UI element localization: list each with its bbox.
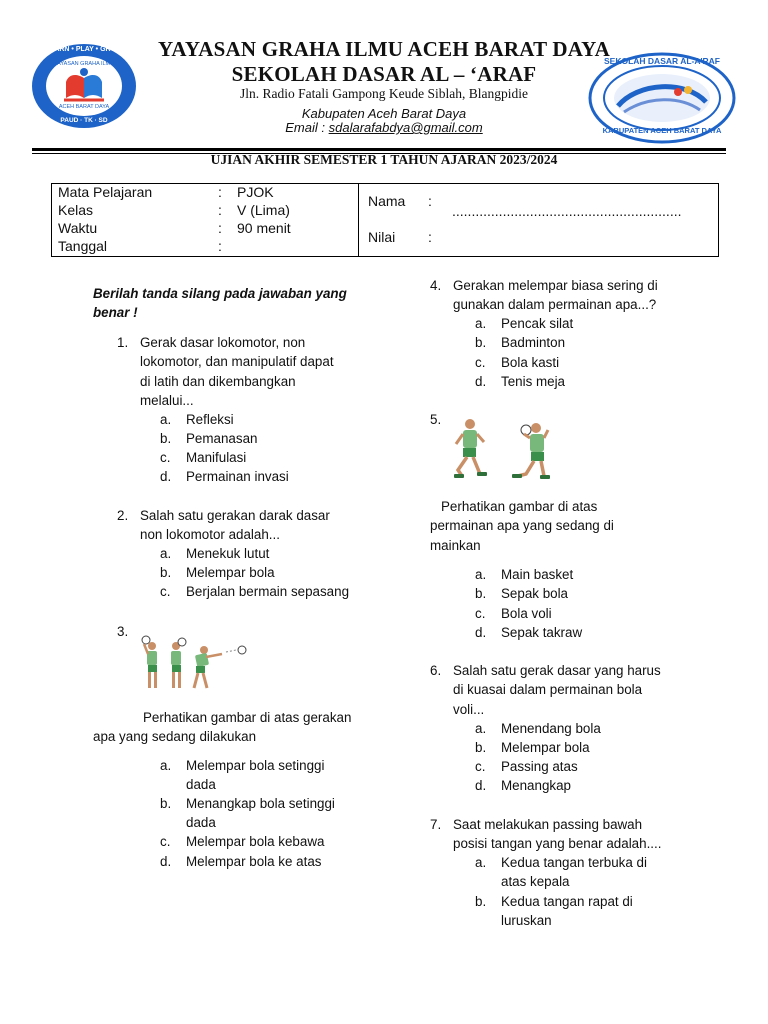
question-number: 5. [430,412,442,427]
question-text: Salah satu gerak dasar yang harus [453,663,661,678]
question-1 [117,333,377,413]
identity-divider [358,184,359,256]
question-text: non lokomotor adalah... [140,527,280,543]
school-name: SEKOLAH DASAR AL – ‘ARAF [231,62,537,86]
question-text: mainkan [430,537,481,553]
logo-right-bottom-text: KABUPATEN ACEH BARAT DAYA [602,126,722,135]
label-date: Tanggal [58,238,108,254]
foundation-name: YAYASAN GRAHA ILMU ACEH BARAT DAYA [157,37,610,61]
logo-right-top-text: SEKOLAH DASAR AL-A'RAF [604,56,720,66]
colon-subject: : [218,184,222,200]
question-number: 7. [430,817,442,832]
question-text: Saat melakukan passing bawah [453,817,643,832]
question-number: 6. [430,663,442,678]
value-class: V (Lima) [237,202,290,218]
question-text: Gerak dasar lokomotor, non [140,335,306,350]
question-text: di kuasai dalam permainan bola [453,682,643,698]
question-text: Perhatikan gambar di atas [441,499,598,514]
instruction-line: Berilah tanda silang pada jawaban yang [93,286,347,301]
question-text: Gerakan melempar biasa sering di [453,278,658,293]
logo-left-base-text: PAUD · TK · SD [60,117,108,124]
email-label: Email : [285,120,329,135]
header-ball-illustration [450,414,560,486]
question-number: 1. [117,335,129,350]
question-5-number [430,410,441,429]
colon-name: : [428,193,432,209]
name-field[interactable]: ........................................................... [452,203,682,219]
logo-left-top-text: LEARN • PLAY • GROW [45,46,123,53]
school-regency: Kabupaten Aceh Barat Daya [301,106,467,121]
colon-time: : [218,220,222,236]
question-number: 2. [117,508,129,523]
question-3 [93,708,373,748]
email-address: sdalarafabdya@gmail.com [328,120,483,135]
colon-score: : [428,229,432,245]
label-score: Nilai [368,229,396,245]
question-text: Perhatikan gambar di atas gerakan [143,710,352,725]
question-2 [117,506,377,546]
question-6 [430,661,710,721]
value-time: 90 menit [237,220,291,236]
question-5 [430,497,710,557]
question-text: permainan apa yang sedang di [430,518,614,534]
instruction-line: benar ! [93,305,138,321]
question-3-number [117,622,128,641]
label-time: Waktu [58,220,98,236]
label-name: Nama [368,193,406,209]
question-7 [430,815,710,855]
instruction [93,284,347,323]
school-email-line [0,120,768,135]
question-text: posisi tangan yang benar adalah.... [453,836,662,852]
header-rule-thick [32,148,726,151]
exam-title: UJIAN AKHIR SEMESTER 1 TAHUN AJARAN 2023/2024 [210,152,558,167]
question-text: Salah satu gerakan darak dasar [140,508,330,523]
question-text: gunakan dalam permainan apa...? [453,297,657,313]
logo-left-bottom-text: ACEH BARAT DAYA [58,104,110,110]
question-number: 3. [117,624,129,639]
logo-left-ring-text: YAYASAN GRAHA ILMU [53,61,115,67]
chest-pass-illustration [136,632,250,694]
question-text: voli... [453,701,485,717]
question-text: lokomotor, dan manipulatif dapat [140,354,334,370]
colon-date: : [218,238,222,254]
question-4 [430,276,710,316]
question-number: 4. [430,278,442,293]
label-class: Kelas [58,202,94,218]
question-text: di latih dan dikembangkan [140,373,296,389]
identity-box [51,183,719,257]
question-text: melalui... [140,393,194,409]
value-subject: PJOK [237,184,274,200]
colon-class: : [218,202,222,218]
school-address: Jln. Radio Fatali Gampong Keude Siblah, Blangpidie [240,86,528,101]
label-subject: Mata Pelajaran [58,184,153,200]
question-text: apa yang sedang dilakukan [93,729,257,745]
